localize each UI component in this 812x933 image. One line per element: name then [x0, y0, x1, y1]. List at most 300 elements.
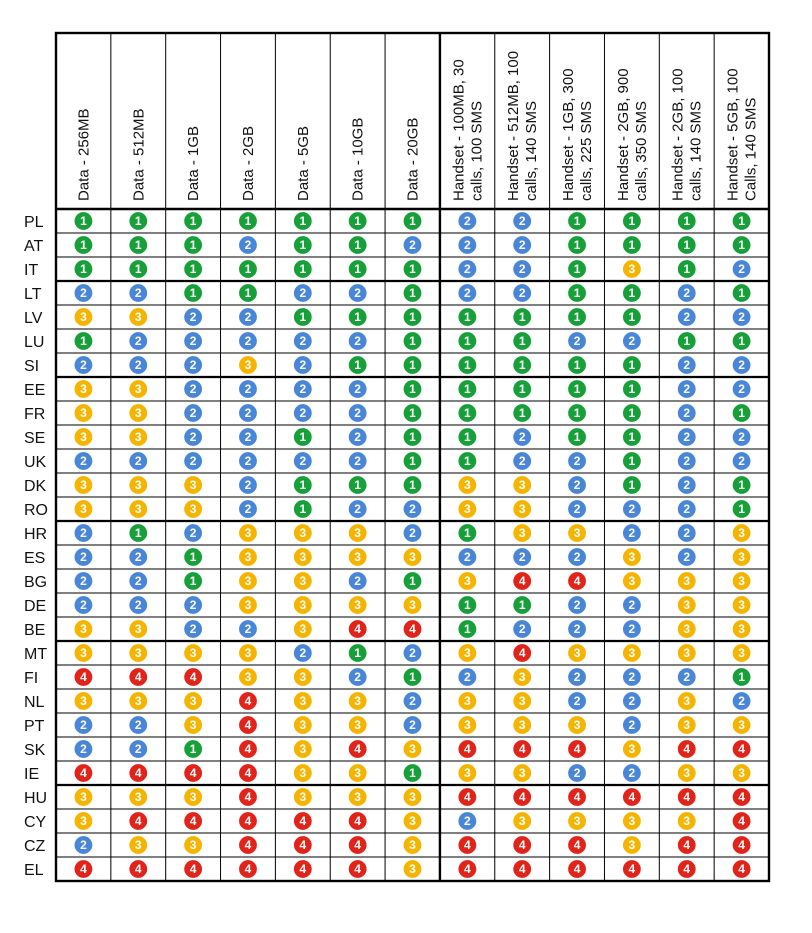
rank-value: 3 — [518, 502, 526, 517]
rank-value: 1 — [738, 238, 745, 253]
rank-value: 3 — [409, 838, 416, 853]
rank-value: 2 — [134, 358, 142, 373]
rank-value: 2 — [573, 550, 581, 565]
rank-value: 4 — [573, 574, 581, 589]
rank-value: 2 — [299, 286, 307, 301]
column-header-label: Data - 512MB — [130, 108, 148, 201]
rank-value: 3 — [628, 742, 636, 757]
rank-value: 1 — [573, 262, 581, 277]
rank-value: 3 — [518, 478, 526, 493]
rank-value: 3 — [80, 622, 87, 637]
rank-value: 2 — [628, 718, 636, 733]
column-header-label: calls, 100 SMS — [468, 100, 486, 201]
rank-value: 3 — [189, 478, 197, 493]
rank-value: 2 — [683, 310, 691, 325]
rank-value: 4 — [464, 790, 471, 805]
rank-value: 2 — [738, 382, 745, 397]
rank-value: 1 — [80, 334, 87, 349]
rank-value: 3 — [189, 838, 197, 853]
rank-value: 2 — [628, 526, 636, 541]
row-label: MT — [24, 646, 48, 663]
rank-value: 2 — [80, 358, 87, 373]
rank-value: 3 — [738, 766, 745, 781]
rank-value: 2 — [683, 454, 691, 469]
rank-value: 1 — [80, 262, 87, 277]
rank-value: 1 — [518, 310, 526, 325]
rank-value: 2 — [573, 694, 581, 709]
rank-value: 2 — [80, 598, 87, 613]
rank-value: 4 — [628, 790, 636, 805]
rank-value: 4 — [354, 742, 361, 757]
rank-value: 2 — [738, 358, 745, 373]
rank-value: 4 — [189, 814, 197, 829]
rank-value: 3 — [628, 646, 636, 661]
rank-value: 2 — [244, 334, 252, 349]
rank-value: 4 — [244, 718, 252, 733]
rank-value: 3 — [354, 694, 361, 709]
rank-value: 3 — [738, 622, 745, 637]
rank-value: 3 — [518, 766, 526, 781]
rank-value: 4 — [189, 766, 197, 781]
rank-value: 2 — [80, 454, 87, 469]
rank-value: 2 — [354, 382, 361, 397]
rank-value: 1 — [628, 310, 636, 325]
rank-value: 2 — [189, 382, 197, 397]
rank-value: 4 — [464, 862, 471, 877]
rank-value: 3 — [299, 694, 307, 709]
rank-value: 4 — [80, 862, 87, 877]
rank-value: 1 — [409, 574, 416, 589]
rank-value: 1 — [518, 334, 526, 349]
rank-value: 3 — [518, 670, 526, 685]
rank-value: 1 — [628, 430, 636, 445]
rank-value: 3 — [518, 814, 526, 829]
rank-value: 2 — [518, 622, 526, 637]
rank-value: 1 — [683, 238, 691, 253]
rank-value: 3 — [189, 502, 197, 517]
rank-value: 1 — [189, 262, 197, 277]
rank-value: 2 — [738, 694, 745, 709]
rank-value: 3 — [299, 526, 307, 541]
rank-value: 3 — [738, 646, 745, 661]
rank-value: 2 — [134, 334, 142, 349]
rank-value: 1 — [189, 742, 197, 757]
column-header-label: Handset - 2GB, 100 — [669, 68, 687, 201]
row-label: RO — [24, 502, 48, 519]
rank-value: 4 — [189, 670, 197, 685]
rank-value: 1 — [738, 478, 745, 493]
rank-value: 2 — [354, 574, 361, 589]
rank-value: 2 — [738, 262, 745, 277]
rank-value: 1 — [738, 214, 745, 229]
rank-value: 3 — [738, 574, 745, 589]
row-label: DK — [24, 478, 47, 495]
rank-value: 3 — [134, 622, 142, 637]
rank-value: 3 — [354, 766, 361, 781]
rank-value: 3 — [134, 430, 142, 445]
rank-value: 3 — [244, 598, 252, 613]
rank-value: 1 — [738, 502, 745, 517]
rank-value: 3 — [299, 574, 307, 589]
rank-value: 3 — [573, 526, 581, 541]
rank-value: 3 — [134, 406, 142, 421]
rank-value: 4 — [244, 694, 252, 709]
rank-value: 1 — [354, 262, 361, 277]
rank-value: 2 — [518, 214, 526, 229]
rank-value: 1 — [409, 262, 416, 277]
row-label: FI — [24, 670, 39, 687]
rank-value: 2 — [683, 670, 691, 685]
rank-value: 3 — [573, 646, 581, 661]
rank-value: 3 — [244, 574, 252, 589]
rank-value: 3 — [683, 718, 691, 733]
rank-value: 4 — [299, 814, 307, 829]
rank-value: 3 — [628, 814, 636, 829]
rank-value: 2 — [80, 286, 87, 301]
rank-value: 3 — [464, 646, 471, 661]
rank-value: 1 — [299, 310, 307, 325]
column-header-label: Handset - 1GB, 300 — [560, 68, 578, 201]
rank-value: 3 — [573, 814, 581, 829]
rank-value: 2 — [80, 526, 87, 541]
rank-value: 1 — [683, 214, 691, 229]
rank-value: 4 — [80, 670, 87, 685]
rank-value: 4 — [573, 862, 581, 877]
rank-value: 2 — [189, 622, 197, 637]
rank-value: 2 — [409, 238, 416, 253]
rank-value: 3 — [409, 814, 416, 829]
rank-value: 3 — [80, 646, 87, 661]
rank-value: 2 — [299, 454, 307, 469]
rank-value: 1 — [409, 334, 416, 349]
rank-value: 1 — [409, 670, 416, 685]
rank-value: 1 — [299, 502, 307, 517]
rank-value: 1 — [189, 214, 197, 229]
rank-value: 2 — [80, 574, 87, 589]
rank-value: 4 — [518, 574, 526, 589]
rank-value: 1 — [683, 334, 691, 349]
rank-value: 2 — [244, 502, 252, 517]
rank-value: 2 — [628, 694, 636, 709]
rank-value: 1 — [738, 406, 745, 421]
row-label: BE — [24, 622, 46, 639]
rank-value: 4 — [299, 838, 307, 853]
rank-value: 2 — [738, 310, 745, 325]
rank-value: 4 — [683, 790, 691, 805]
rank-value: 1 — [189, 574, 197, 589]
rank-value: 3 — [299, 742, 307, 757]
rank-value: 2 — [189, 598, 197, 613]
row-label: SI — [24, 358, 40, 375]
rank-value: 2 — [518, 430, 526, 445]
rank-value: 3 — [738, 718, 745, 733]
rank-value: 3 — [738, 598, 745, 613]
rank-value: 1 — [134, 526, 142, 541]
rank-value: 1 — [299, 430, 307, 445]
rank-value: 1 — [299, 262, 307, 277]
row-label: PT — [24, 718, 45, 735]
rank-value: 1 — [409, 406, 416, 421]
rank-value: 2 — [244, 406, 252, 421]
rank-value: 2 — [573, 502, 581, 517]
rank-value: 3 — [683, 814, 691, 829]
rank-value: 3 — [409, 790, 416, 805]
rank-value: 3 — [244, 550, 252, 565]
rank-value: 3 — [464, 502, 471, 517]
rank-value: 4 — [244, 790, 252, 805]
rank-value: 1 — [518, 406, 526, 421]
rank-value: 2 — [299, 382, 307, 397]
column-header-label: Data - 10GB — [349, 117, 367, 201]
rank-value: 2 — [628, 622, 636, 637]
rank-value: 1 — [464, 334, 471, 349]
rank-value: 2 — [683, 478, 691, 493]
rank-value: 1 — [464, 598, 471, 613]
rank-value: 1 — [354, 358, 361, 373]
rank-value: 1 — [573, 238, 581, 253]
rank-value: 1 — [738, 286, 745, 301]
rank-value: 3 — [244, 646, 252, 661]
rank-value: 1 — [464, 406, 471, 421]
rank-value: 3 — [354, 550, 361, 565]
row-label: CZ — [24, 838, 46, 855]
rank-value: 2 — [409, 502, 416, 517]
rank-value: 4 — [299, 862, 307, 877]
rank-value: 2 — [80, 742, 87, 757]
rank-value: 3 — [80, 430, 87, 445]
rank-value: 1 — [409, 454, 416, 469]
rank-value: 1 — [354, 646, 361, 661]
rank-value: 4 — [80, 766, 87, 781]
rank-value: 2 — [354, 406, 361, 421]
rank-value: 2 — [134, 598, 142, 613]
rank-value: 2 — [518, 454, 526, 469]
rank-value: 4 — [738, 742, 745, 757]
rank-value: 1 — [464, 382, 471, 397]
rank-value: 3 — [80, 694, 87, 709]
rank-value: 1 — [573, 382, 581, 397]
rank-value: 3 — [80, 310, 87, 325]
rank-value: 1 — [354, 310, 361, 325]
rank-value: 1 — [354, 238, 361, 253]
rank-value: 1 — [573, 214, 581, 229]
rank-value: 4 — [244, 838, 252, 853]
rank-value: 3 — [409, 742, 416, 757]
rank-value: 2 — [409, 646, 416, 661]
rank-value: 3 — [299, 550, 307, 565]
row-label: ES — [24, 550, 46, 567]
rank-value: 4 — [738, 790, 745, 805]
row-label: EL — [24, 862, 44, 879]
rank-value: 1 — [409, 478, 416, 493]
rank-value: 1 — [518, 598, 526, 613]
rank-value: 3 — [628, 574, 636, 589]
row-label: LT — [24, 286, 42, 303]
rank-value: 1 — [244, 214, 252, 229]
rank-value: 3 — [80, 814, 87, 829]
column-header-label: calls, 350 SMS — [632, 100, 650, 201]
rank-value: 4 — [354, 862, 361, 877]
rank-value: 4 — [189, 862, 197, 877]
rank-value: 4 — [134, 766, 142, 781]
rank-value: 1 — [573, 310, 581, 325]
rank-value: 2 — [464, 670, 471, 685]
rank-value: 3 — [354, 718, 361, 733]
rank-value: 2 — [189, 406, 197, 421]
rank-value: 1 — [409, 382, 416, 397]
rank-value: 3 — [738, 526, 745, 541]
rank-value: 3 — [683, 598, 691, 613]
rank-value: 3 — [134, 790, 142, 805]
rank-value: 1 — [738, 334, 745, 349]
row-label: CY — [24, 814, 47, 831]
rank-value: 2 — [573, 622, 581, 637]
rank-value: 2 — [738, 454, 745, 469]
rank-value: 2 — [683, 358, 691, 373]
rank-value: 3 — [80, 790, 87, 805]
rank-value: 1 — [189, 238, 197, 253]
rank-value: 2 — [134, 574, 142, 589]
rank-value: 3 — [299, 766, 307, 781]
rank-value: 4 — [518, 742, 526, 757]
rank-value: 1 — [464, 430, 471, 445]
rank-value: 1 — [80, 238, 87, 253]
rank-value: 1 — [189, 550, 197, 565]
rank-value: 2 — [518, 262, 526, 277]
rank-value: 2 — [464, 814, 471, 829]
column-header-label: Data - 256MB — [75, 108, 93, 201]
rank-value: 3 — [409, 598, 416, 613]
rank-value: 1 — [80, 214, 87, 229]
rank-value: 1 — [409, 766, 416, 781]
rank-value: 3 — [628, 550, 636, 565]
rank-value: 4 — [738, 814, 745, 829]
rank-value: 4 — [409, 622, 416, 637]
rank-value: 4 — [738, 862, 745, 877]
rank-value: 4 — [738, 838, 745, 853]
rank-value: 1 — [573, 286, 581, 301]
rank-value: 2 — [189, 430, 197, 445]
rank-value: 2 — [573, 478, 581, 493]
rank-value: 2 — [409, 526, 416, 541]
rank-value: 2 — [80, 550, 87, 565]
column-header-label: Handset - 512MB, 100 — [505, 50, 523, 201]
rank-value: 2 — [464, 214, 471, 229]
rank-value: 2 — [409, 718, 416, 733]
rank-value: 2 — [354, 286, 361, 301]
row-label: SK — [24, 742, 46, 759]
column-header-label: Handset - 100MB, 30 — [450, 59, 468, 201]
rank-value: 1 — [299, 214, 307, 229]
rank-value: 2 — [683, 286, 691, 301]
rank-value: 1 — [628, 406, 636, 421]
rank-value: 2 — [628, 334, 636, 349]
rank-value: 1 — [628, 358, 636, 373]
rank-value: 3 — [80, 502, 87, 517]
rank-value: 2 — [464, 286, 471, 301]
rank-value: 3 — [354, 790, 361, 805]
rank-value: 2 — [189, 334, 197, 349]
column-header-label: calls, 140 SMS — [687, 100, 705, 201]
rank-value: 2 — [244, 430, 252, 445]
rank-value: 3 — [80, 382, 87, 397]
rank-value: 2 — [628, 598, 636, 613]
rank-value: 3 — [464, 718, 471, 733]
rank-value: 3 — [134, 382, 142, 397]
rank-value: 3 — [189, 646, 197, 661]
rank-value: 4 — [573, 742, 581, 757]
rank-value: 3 — [299, 622, 307, 637]
rank-value: 3 — [683, 574, 691, 589]
rank-value: 3 — [409, 862, 416, 877]
rank-value: 2 — [573, 598, 581, 613]
rank-value: 1 — [628, 214, 636, 229]
rank-value: 2 — [189, 310, 197, 325]
rank-value: 1 — [464, 358, 471, 373]
rank-value: 4 — [518, 646, 526, 661]
rank-value: 1 — [573, 406, 581, 421]
rank-value: 3 — [299, 598, 307, 613]
rank-value: 2 — [518, 550, 526, 565]
rank-value: 2 — [518, 286, 526, 301]
rank-value: 1 — [244, 262, 252, 277]
rank-value: 1 — [464, 526, 471, 541]
rank-value: 4 — [134, 670, 142, 685]
rank-value: 1 — [189, 286, 197, 301]
rank-value: 2 — [134, 742, 142, 757]
row-label: AT — [24, 238, 44, 255]
rank-value: 3 — [189, 790, 197, 805]
rank-value: 3 — [518, 718, 526, 733]
rank-value: 2 — [464, 550, 471, 565]
rank-value: 4 — [518, 862, 526, 877]
rank-value: 3 — [683, 622, 691, 637]
rank-value: 1 — [573, 358, 581, 373]
rank-value: 1 — [299, 478, 307, 493]
rank-value: 3 — [628, 262, 636, 277]
row-label: LV — [24, 310, 43, 327]
rank-value: 2 — [354, 502, 361, 517]
column-header-label: Calls, 140 SMS — [742, 97, 760, 201]
rank-value: 1 — [244, 286, 252, 301]
rank-value: 1 — [628, 478, 636, 493]
rank-value: 4 — [354, 838, 361, 853]
rank-value: 1 — [409, 214, 416, 229]
rank-value: 2 — [134, 454, 142, 469]
rank-value: 2 — [409, 694, 416, 709]
rank-value: 1 — [518, 382, 526, 397]
rank-value: 4 — [683, 838, 691, 853]
rank-value: 2 — [244, 478, 252, 493]
rank-value: 2 — [299, 334, 307, 349]
rank-value: 3 — [80, 406, 87, 421]
rank-value: 2 — [683, 430, 691, 445]
rank-value: 3 — [299, 718, 307, 733]
rank-value: 4 — [354, 814, 361, 829]
rank-value: 4 — [244, 742, 252, 757]
rank-value: 4 — [134, 862, 142, 877]
row-label: PL — [24, 214, 44, 231]
row-label: EE — [24, 382, 46, 399]
rank-value: 3 — [683, 766, 691, 781]
rank-value: 3 — [244, 670, 252, 685]
rank-value: 1 — [464, 454, 471, 469]
rank-value: 1 — [134, 238, 142, 253]
rank-value: 1 — [628, 382, 636, 397]
column-header-label: Handset - 2GB, 900 — [614, 68, 632, 201]
rank-value: 1 — [409, 310, 416, 325]
rank-value: 2 — [354, 454, 361, 469]
